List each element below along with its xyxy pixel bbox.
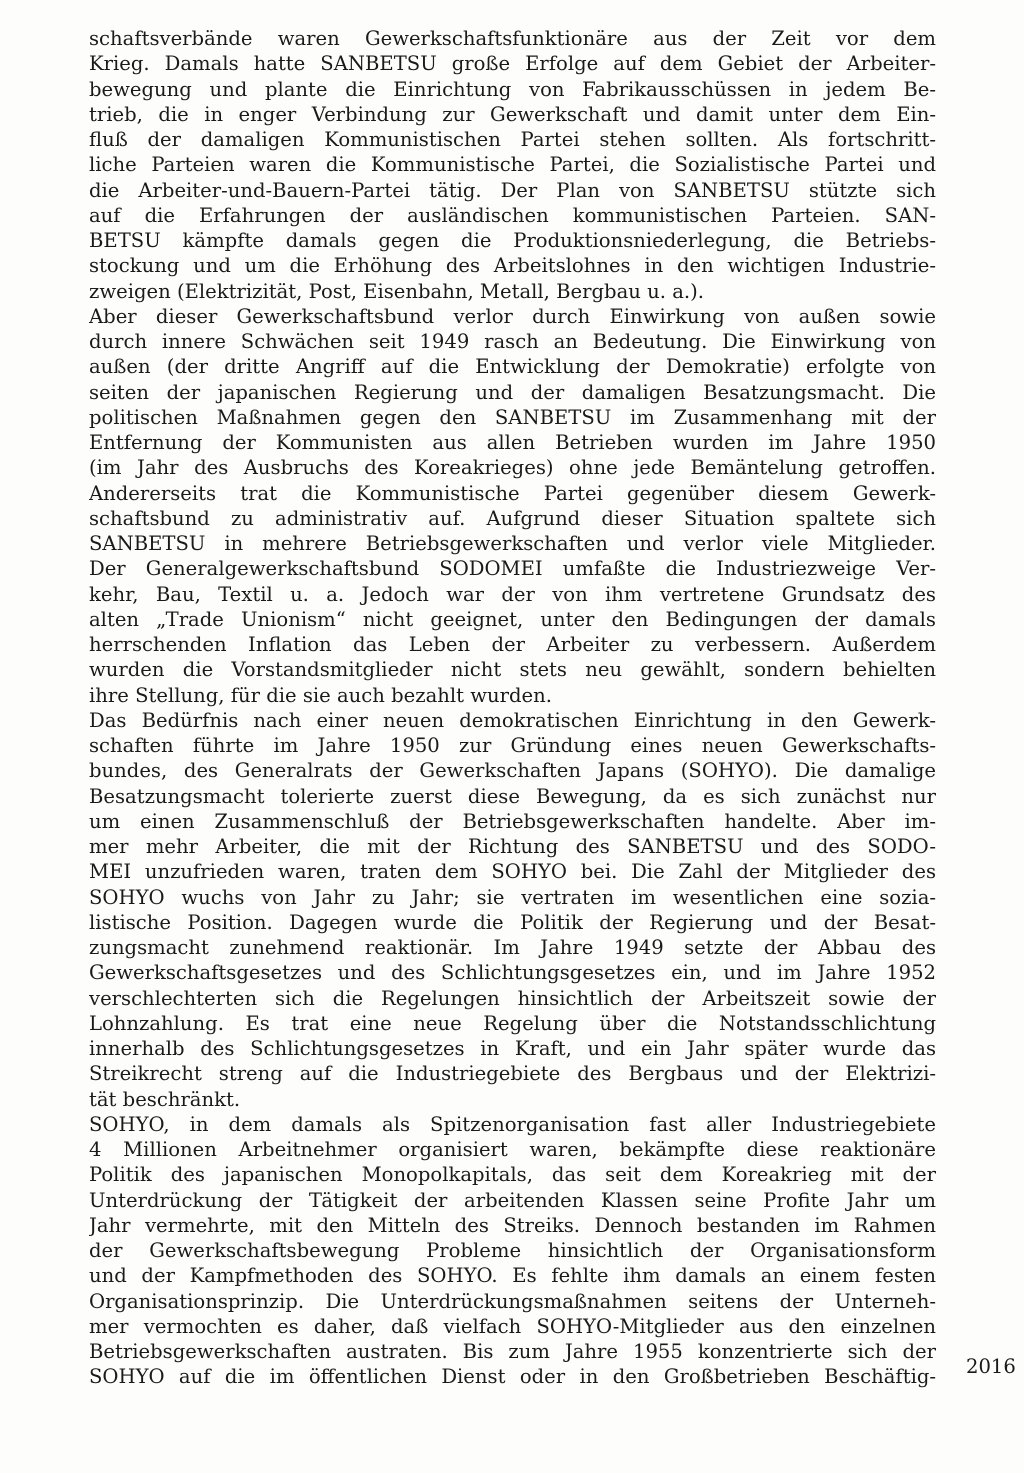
text-line: alten „Trade Unionism“ nicht geeignet, unter den Bedingungen der damals <box>89 607 936 631</box>
text-line: Unterdrückung der Tätigkeit der arbeitenden Klassen seine Profite Jahr um <box>89 1188 936 1212</box>
page-number: 2016 <box>966 1355 1016 1378</box>
text-line: tät beschränkt. <box>89 1087 241 1111</box>
text-line: die Arbeiter-und-Bauern-Partei tätig. Der Plan von SANBETSU stützte sich <box>89 178 936 202</box>
text-line: politischen Maßnahmen gegen den SANBETSU im Zusammenhang mit der <box>89 405 936 429</box>
text-line: zungsmacht zunehmend reaktionär. Im Jahre 1949 setzte der Abbau des <box>89 936 936 959</box>
paragraph <box>89 1112 936 1390</box>
body-text <box>89 26 936 1390</box>
text-line: Das Bedürfnis nach einer neuen demokratischen Einrichtung in den Gewerk- <box>89 708 936 732</box>
text-line: liche Parteien waren die Kommunistische Partei, die Sozialistische Partei und <box>89 153 936 177</box>
text-line: auf die Erfahrungen der ausländischen kommunistischen Parteien. SAN- <box>89 203 936 227</box>
text-line: kehr, Bau, Textil u. a. Jedoch war der von ihm vertretene Grundsatz des <box>89 582 936 606</box>
text-line: Entfernung der Kommunisten aus allen Betrieben wurden im Jahre 1950 <box>89 431 936 454</box>
text-line: MEI unzufrieden waren, traten dem SOHYO bei. Die Zahl der Mitglieder des <box>89 860 936 884</box>
text-line: zweigen (Elektrizität, Post, Eisenbahn, Metall, Bergbau u. a.). <box>89 279 704 303</box>
text-line: 4 Millionen Arbeitnehmer organisiert waren, bekämpfte diese reaktionäre <box>89 1138 936 1161</box>
paragraph <box>89 304 936 708</box>
text-line: schaften führte im Jahre 1950 zur Gründung eines neuen Gewerkschafts- <box>89 734 936 757</box>
text-line: Organisationsprinzip. Die Unterdrückungsmaßnahmen seitens der Unterneh- <box>89 1289 936 1313</box>
text-line: durch innere Schwächen seit 1949 rasch an Bedeutung. Die Einwirkung von <box>89 330 936 353</box>
text-line: Politik des japanischen Monopolkapitals, das seit dem Koreakrieg mit der <box>89 1163 936 1187</box>
text-line: bewegung und plante die Einrichtung von Fabrikausschüssen in jedem Be- <box>89 77 936 101</box>
text-line: Krieg. Damals hatte SANBETSU große Erfolge auf dem Gebiet der Arbeiter- <box>89 52 936 76</box>
text-line: Besatzungsmacht tolerierte zuerst diese Bewegung, da es sich zunächst nur <box>89 784 936 808</box>
text-line: fluß der damaligen Kommunistischen Partei stehen sollten. Als fortschritt- <box>89 128 936 151</box>
text-line: trieb, die in enger Verbindung zur Gewerkschaft und damit unter dem Ein- <box>89 102 936 126</box>
text-line: verschlechterten sich die Regelungen hinsichtlich der Arbeitszeit sowie der <box>89 986 936 1010</box>
text-line: BETSU kämpfte damals gegen die Produktionsniederlegung, die Betriebs- <box>89 229 936 252</box>
paragraph <box>89 26 936 304</box>
paragraph <box>89 708 936 1112</box>
text-line: (im Jahr des Ausbruchs des Koreakrieges) ohne jede Bemäntelung getroffen. <box>89 456 936 480</box>
text-line: um einen Zusammenschluß der Betriebsgewerkschaften handelte. Aber im- <box>89 809 936 833</box>
text-line: außen (der dritte Angriff auf die Entwicklung der Demokratie) erfolgte von <box>89 355 936 379</box>
text-line: Jahr vermehrte, mit den Mitteln des Streiks. Dennoch bestanden im Rahmen <box>89 1213 936 1237</box>
text-line: Andererseits trat die Kommunistische Partei gegenüber diesem Gewerk- <box>89 481 936 505</box>
text-line: seiten der japanischen Regierung und der damaligen Besatzungsmacht. Die <box>89 380 936 404</box>
text-line: Betriebsgewerkschaften austraten. Bis zum Jahre 1955 konzentrierte sich der <box>89 1340 936 1363</box>
text-line: Lohnzahlung. Es trat eine neue Regelung über die Notstandsschlichtung <box>89 1011 936 1035</box>
text-line: SOHYO wuchs von Jahr zu Jahr; sie vertraten im wesentlichen eine sozia- <box>89 885 936 909</box>
text-line: Streikrecht streng auf die Industriegebiete des Bergbaus und der Elektrizi- <box>89 1062 936 1086</box>
text-line: listische Position. Dagegen wurde die Politik der Regierung und der Besat- <box>89 910 936 934</box>
text-line: ihre Stellung, für die sie auch bezahlt wurden. <box>89 683 552 707</box>
text-line: der Gewerkschaftsbewegung Probleme hinsichtlich der Organisationsform <box>89 1239 936 1262</box>
text-line: stockung und um die Erhöhung des Arbeitslohnes in den wichtigen Industrie- <box>89 254 936 278</box>
text-line: innerhalb des Schlichtungsgesetzes in Kraft, und ein Jahr später wurde das <box>89 1037 936 1060</box>
text-line: wurden die Vorstandsmitglieder nicht stets neu gewählt, sondern behielten <box>89 658 936 682</box>
text-line: mer mehr Arbeiter, die mit der Richtung des SANBETSU und des SODO- <box>89 835 936 858</box>
text-line: SOHYO, in dem damals als Spitzenorganisation fast aller Industriegebiete <box>89 1112 936 1136</box>
text-line: SANBETSU in mehrere Betriebsgewerkschaften und verlor viele Mitglieder. <box>89 532 936 555</box>
text-line: herrschenden Inflation das Leben der Arbeiter zu verbessern. Außerdem <box>89 633 936 656</box>
text-line: schaftsverbände waren Gewerkschaftsfunktionäre aus der Zeit vor dem <box>89 27 936 50</box>
text-line: bundes, des Generalrats der Gewerkschaften Japans (SOHYO). Die damalige <box>89 759 936 783</box>
text-line: Gewerkschaftsgesetzes und des Schlichtungsgesetzes ein, und im Jahre 1952 <box>89 961 936 985</box>
text-line: schaftsbund zu administrativ auf. Aufgrund dieser Situation spaltete sich <box>89 506 936 530</box>
text-line: Der Generalgewerkschaftsbund SODOMEI umfaßte die Industriezweige Ver- <box>89 557 936 581</box>
text-line: Aber dieser Gewerkschaftsbund verlor durch Einwirkung von außen sowie <box>89 304 936 328</box>
text-line: mer vermochten es daher, daß vielfach SOHYO-Mitglieder aus den einzelnen <box>89 1314 936 1338</box>
text-line: SOHYO auf die im öffentlichen Dienst oder in den Großbetrieben Beschäftig- <box>89 1365 936 1389</box>
text-line: und der Kampfmethoden des SOHYO. Es fehlte ihm damals an einem festen <box>89 1264 936 1288</box>
